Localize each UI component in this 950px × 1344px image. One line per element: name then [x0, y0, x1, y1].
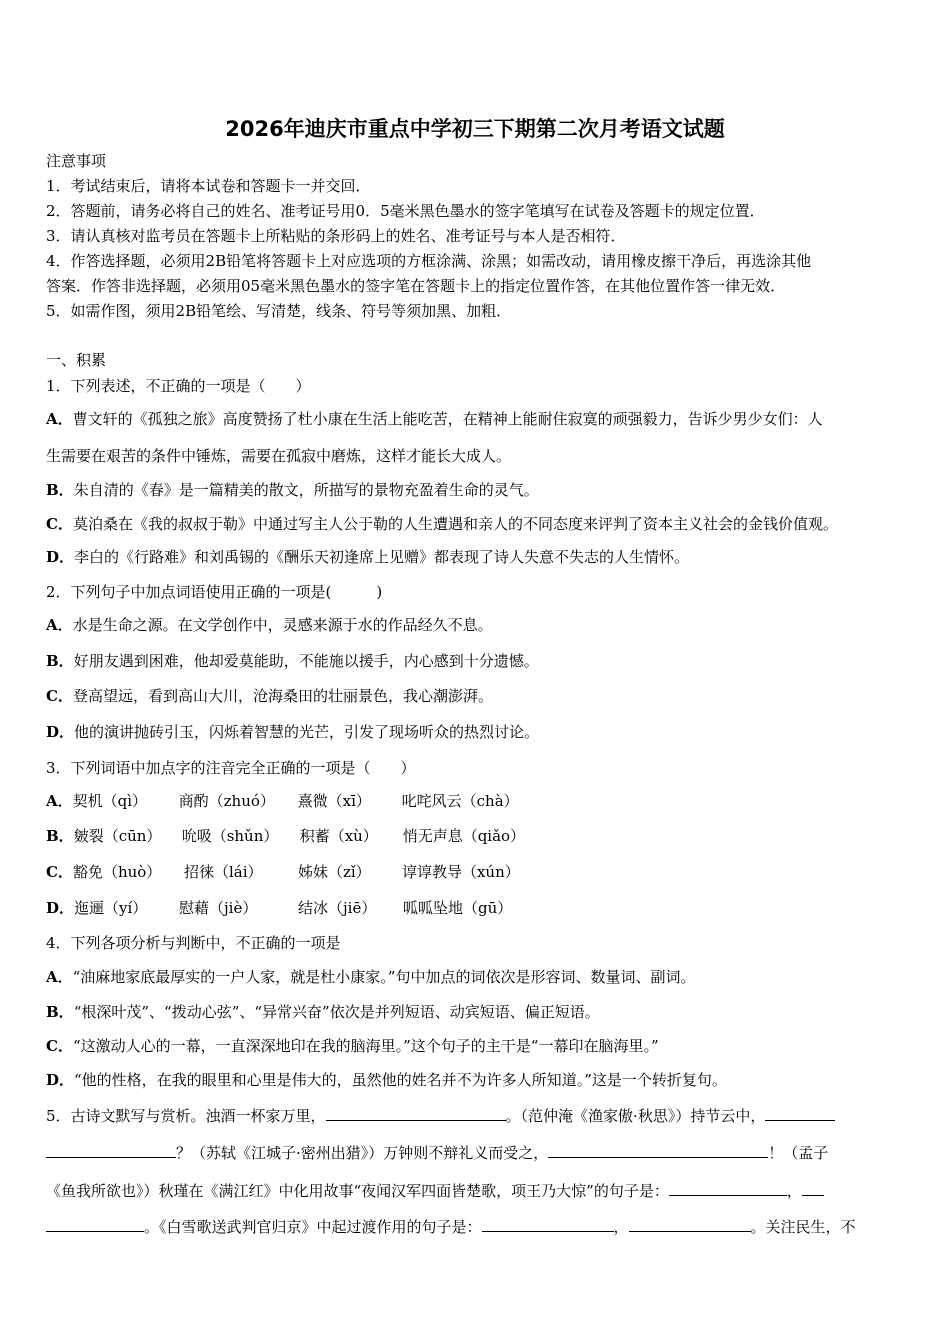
- q1-d-text: 李白的《行路难》和刘禹锡的《酬乐天初逢席上见赠》都表现了诗人失意不失志的人生情怀。: [74, 548, 690, 566]
- notice-item-4-cont: 答案．作答非选择题，必须用05毫米黑色墨水的签字笔在答题卡上的指定位置作答，在其他位置作答一律无效．: [46, 277, 786, 295]
- q1-option-d: [46, 547, 689, 567]
- q5-line-4: [46, 1216, 856, 1237]
- q5-blank-3[interactable]: [548, 1142, 768, 1158]
- q3-c-word-4: 谆谆教导（xún）: [401, 863, 520, 881]
- q4-b-label: B．: [46, 1003, 74, 1021]
- q5-blank-1[interactable]: [326, 1105, 506, 1121]
- q5-text-2a: ？（苏轼《江城子·密州出猎》）万钟则不辩礼义而受之，: [176, 1144, 549, 1162]
- q3-a-word-3: 熹微（xī）: [297, 792, 371, 810]
- q5-blank-5a[interactable]: [802, 1180, 824, 1196]
- q2-option-b: [46, 651, 539, 671]
- q3-d-word-3: 结冰（jiē）: [298, 899, 377, 917]
- q1-c-text: 莫泊桑在《我的叔叔于勒》中通过写主人公于勒的人生遭遇和亲人的不同态度来评判了资本主义社会的金钱价值观。: [72, 515, 838, 533]
- q5-blank-7[interactable]: [629, 1216, 751, 1232]
- page-title: 2026年迪庆市重点中学初三下期第二次月考语文试题: [225, 117, 725, 141]
- q5-line-3: [46, 1180, 824, 1201]
- notice-heading: 注意事项: [46, 152, 107, 170]
- q3-c-word-2: 招徕（lái）: [183, 863, 263, 881]
- q5-text-4a: 。《白雪歌送武判官归京》中起过渡作用的句子是：: [144, 1218, 482, 1236]
- q5-line-1: [46, 1105, 835, 1126]
- q5-blank-6[interactable]: [482, 1216, 614, 1232]
- q3-option-c: [46, 862, 520, 882]
- q3-d-word-2: 慰藉（jiè）: [179, 899, 258, 917]
- q1-option-b: [46, 480, 539, 500]
- q3-b-word-2: 吮吸（shǔn）: [181, 827, 279, 845]
- q5-text-1b: 。（范仲淹《渔家傲·秋思》）持节云中，: [505, 1107, 766, 1125]
- q4-d-text: “他的性格，在我的眼里和心里是伟大的，虽然他的姓名并不为许多人所知道。”这是一个转折复句。: [74, 1071, 727, 1089]
- q2-b-text: 好朋友遇到困难，他却爱莫能助，不能施以援手，内心感到十分遗憾。: [73, 652, 539, 670]
- q3-c-label: C．: [46, 863, 73, 881]
- q1-b-label: B．: [46, 481, 74, 499]
- q1-option-c: [46, 514, 838, 534]
- q3-a-label: A．: [46, 792, 73, 810]
- q5-blank-5b[interactable]: [46, 1216, 144, 1232]
- q1-stem: 1．下列表述，不正确的一项是（ ）: [46, 377, 311, 395]
- q4-a-label: A．: [46, 968, 73, 986]
- q3-option-b: [46, 826, 525, 846]
- q5-line-2: [46, 1142, 828, 1163]
- q2-option-c: [46, 686, 493, 706]
- q3-c-word-1: 豁免（huò）: [72, 863, 162, 881]
- q3-c-word-3: 姊妹（zǐ）: [297, 863, 371, 881]
- section-heading: 一、积累: [46, 351, 107, 369]
- q5-text-3a: 《鱼我所欲也》）秋瑾在《满江红》中化用故事“夜闻汉军四面皆楚歌，项王乃大惊”的句子是：: [46, 1182, 669, 1200]
- q2-c-label: C．: [46, 687, 73, 705]
- notice-item-4: 4．作答选择题，必须用2B铅笔将答题卡上对应选项的方框涂满、涂黑；如需改动，请用橡皮擦干净后，再选涂其他: [46, 252, 812, 270]
- q5-blank-4[interactable]: [669, 1180, 787, 1196]
- q1-a-text: 曹文轩的《孤独之旅》高度赞扬了杜小康在生活上能吃苦，在精神上能耐住寂寞的顽强毅力，告诉少男少女们：人: [72, 410, 823, 428]
- q2-b-label: B．: [46, 652, 74, 670]
- q3-b-word-3: 积蓄（xù）: [299, 827, 378, 845]
- q4-c-label: C．: [46, 1037, 73, 1055]
- q4-option-d: [46, 1070, 727, 1090]
- q5-blank-2a[interactable]: [765, 1105, 835, 1121]
- q2-stem: 2．下列句子中加点词语使用正确的一项是( ): [46, 583, 383, 601]
- q3-a-word-2: 商酌（zhuó）: [178, 792, 275, 810]
- q5-blank-2b[interactable]: [46, 1142, 176, 1158]
- q3-a-word-4: 叱咤风云（chà）: [401, 792, 519, 810]
- q1-option-a: [46, 409, 823, 429]
- q1-a-label: A．: [46, 410, 73, 428]
- notice-item-1: 1．考试结束后，请将本试卷和答题卡一并交回．: [46, 177, 371, 195]
- q1-b-text: 朱自清的《春》是一篇精美的散文，所描写的景物充盈着生命的灵气。: [73, 481, 539, 499]
- q3-b-word-1: 皴裂（cūn）: [73, 827, 162, 845]
- q2-a-text: 水是生命之源。在文学创作中，灵感来源于水的作品经久不息。: [72, 616, 493, 634]
- q2-d-label: D．: [46, 723, 75, 741]
- q4-d-label: D．: [46, 1071, 75, 1089]
- q1-d-label: D．: [46, 548, 75, 566]
- q3-d-word-1: 迤逦（yí）: [74, 899, 148, 917]
- q3-a-word-1: 契机（qì）: [72, 792, 148, 810]
- q3-option-a: [46, 791, 519, 811]
- q4-c-text: “这激动人心的一幕，一直深深地印在我的脑海里。”这个句子的主干是“一幕印在脑海里。”: [72, 1037, 659, 1055]
- q1-option-a-cont: 生需要在艰苦的条件中锤炼，需要在孤寂中磨炼，这样才能长大成人。: [46, 447, 512, 465]
- q3-option-d: [46, 898, 512, 918]
- q1-c-label: C．: [46, 515, 73, 533]
- q3-d-word-4: 呱呱坠地（gū）: [403, 899, 513, 917]
- q2-c-text: 登高望远，看到高山大川，沧海桑田的壮丽景色，我心潮澎湃。: [72, 687, 493, 705]
- q4-option-c: [46, 1036, 659, 1056]
- q2-d-text: 他的演讲抛砖引玉，闪烁着智慧的光芒，引发了现场听众的热烈讨论。: [74, 723, 540, 741]
- q2-option-d: [46, 722, 539, 742]
- notice-item-2: 2．答题前，请务必将自己的姓名、准考证号用0．5毫米黑色墨水的签字笔填写在试卷及答题卡的规定位置．: [46, 202, 765, 220]
- q5-text-3b: ，: [786, 1182, 802, 1200]
- q4-stem: 4．下列各项分析与判断中，不正确的一项是: [46, 934, 341, 952]
- notice-item-3: 3．请认真核对监考员在答题卡上所粘贴的条形码上的姓名、准考证号与本人是否相符．: [46, 227, 626, 245]
- q5-text-2b: ！（孟子: [768, 1144, 829, 1162]
- q3-stem: 3．下列词语中加点字的注音完全正确的一项是（ ）: [46, 759, 416, 777]
- q2-option-a: [46, 615, 493, 635]
- q4-b-text: “根深叶茂”、“拨动心弦”、“异常兴奋”依次是并列短语、动宾短语、偏正短语。: [73, 1003, 600, 1021]
- q3-b-label: B．: [46, 827, 74, 845]
- q5-text-4c: 。关注民生，不: [750, 1218, 856, 1236]
- q4-option-b: [46, 1002, 600, 1022]
- q2-a-label: A．: [46, 616, 73, 634]
- notice-item-5: 5．如需作图，须用2B铅笔绘、写清楚，线条、符号等须加黑、加粗．: [46, 302, 512, 320]
- q5-text-4b: ，: [613, 1218, 629, 1236]
- q4-a-text: “油麻地家底最厚实的一户人家，就是杜小康家。”句中加点的词依次是形容词、数量词、副词。: [72, 968, 696, 986]
- q5-text-1a: 5．古诗文默写与赏析。浊酒一杯家万里，: [46, 1107, 326, 1125]
- q3-b-word-4: 悄无声息（qiǎo）: [402, 827, 526, 845]
- q3-d-label: D．: [46, 899, 75, 917]
- q4-option-a: [46, 967, 695, 987]
